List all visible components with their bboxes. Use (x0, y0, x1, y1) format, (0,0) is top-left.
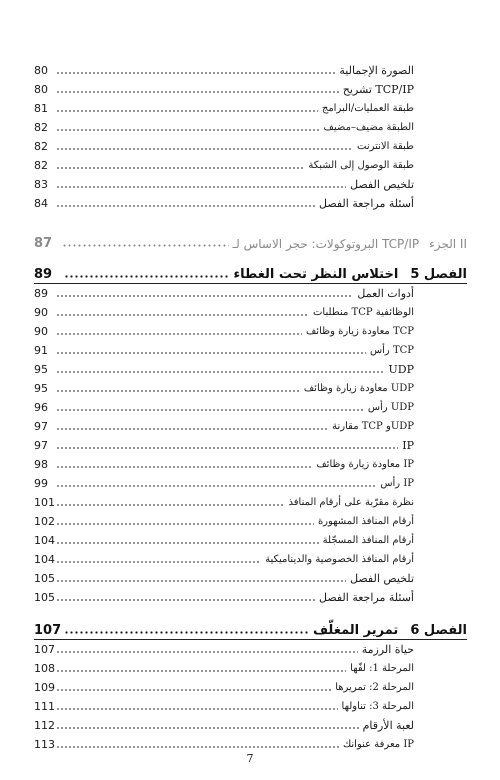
toc-entry (34, 589, 414, 605)
toc-entry-page: 96 (34, 401, 48, 414)
toc-entry-page: 105 (34, 591, 55, 604)
part-heading (34, 233, 467, 251)
toc-entry-page: 97 (34, 439, 48, 452)
toc-entry-page: 105 (34, 572, 55, 585)
toc-entry-page: 113 (34, 738, 55, 751)
toc-entry-title: أسئلة مراجعة الفصل (319, 197, 414, 210)
dot-leader (56, 571, 346, 583)
toc-entry (34, 551, 414, 567)
toc-entry-title: معاودة زيارة وظائف IP (316, 459, 414, 470)
toc-entry (34, 176, 414, 192)
dot-leader (56, 381, 300, 393)
toc-entry-page: 98 (34, 458, 48, 471)
chapter-heading (34, 262, 467, 282)
toc-entry-title: مقارنة TCP وUDP (332, 421, 414, 432)
toc-entry (34, 570, 414, 586)
toc-entry-title: أرقام المنافذ الخصوصية والديناميكية (265, 554, 414, 565)
dot-leader (62, 236, 229, 248)
toc-entry-page: 90 (34, 306, 48, 319)
toc-entry-page: 101 (34, 496, 55, 509)
toc-entry (34, 399, 414, 415)
toc-entry (34, 323, 414, 339)
toc-entry-title: معرفة عنوانك IP (342, 739, 414, 750)
dot-leader (64, 267, 230, 279)
dot-leader (56, 196, 315, 208)
toc-entry-page: 112 (34, 719, 55, 732)
dot-leader (56, 286, 353, 298)
toc-entry-page: 111 (34, 700, 55, 713)
dot-leader (56, 177, 346, 189)
toc-entry-page: 107 (34, 643, 55, 656)
toc-entry-title: IP (402, 439, 414, 452)
toc-entry-page: 84 (34, 197, 48, 210)
toc-entry-title: المرحلة 2: تمريرها (335, 682, 414, 693)
toc-entry-page: 99 (34, 477, 48, 490)
toc-entry-title: الصورة الإجمالية (339, 64, 414, 77)
toc-entry-page: 90 (34, 325, 48, 338)
toc-entry-title: نظرة مقرّبة على أرقام المنافذ (288, 497, 414, 508)
dot-leader (56, 139, 353, 151)
toc-entry-title: رأس IP (380, 478, 414, 489)
toc-entry-title: أرقام المنافذ المسجّلة (322, 535, 414, 546)
dot-leader (56, 63, 335, 75)
toc-entry-title: المرحلة 3: تناولها (341, 701, 414, 712)
toc-entry-title: طبقة الوصول إلى الشبكة (308, 160, 414, 171)
dot-leader (56, 438, 398, 450)
toc-entry (34, 195, 414, 211)
toc-entry-page: 95 (34, 382, 48, 395)
dot-leader (56, 101, 318, 113)
toc-entry-title: تشريح TCP/IP (342, 83, 414, 96)
dot-leader (56, 400, 364, 412)
dot-leader (56, 680, 331, 692)
chapter-title: تمرير المغلّف (312, 623, 399, 638)
toc-entry (34, 532, 414, 548)
dot-leader (64, 623, 309, 635)
toc-entry (34, 157, 414, 173)
toc-entry (34, 62, 414, 78)
chapter-label: الفصل 5 (410, 267, 467, 282)
toc-entry-title: أدوات العمل (357, 287, 414, 300)
toc-entry (34, 100, 414, 116)
toc-entry-title: طبقة العمليات/البرامج (321, 103, 414, 114)
chapter-rule (34, 283, 467, 284)
dot-leader (56, 362, 385, 374)
toc-entry (34, 475, 414, 491)
dot-leader (56, 514, 314, 526)
toc-entry (34, 494, 414, 510)
chapter-page: 107 (34, 623, 62, 638)
toc-entry-title: المرحلة 1: لفّها (350, 663, 414, 674)
toc-entry (34, 119, 414, 135)
chapter-label: الفصل 6 (410, 623, 467, 638)
toc-entry-title: رأس TCP (369, 345, 414, 356)
dot-leader (56, 120, 320, 132)
part-page: 87 (34, 236, 53, 251)
toc-entry (34, 513, 414, 529)
toc-entry-title: تلخيص الفصل (350, 572, 414, 585)
toc-entry-title: أسئلة مراجعة الفصل (319, 591, 414, 604)
part-label: الجزء II (429, 237, 467, 251)
dot-leader (56, 590, 315, 602)
toc-entry-title: معاودة زيارة وظائف UDP (303, 383, 414, 394)
toc-entry (34, 285, 414, 301)
toc-entry (34, 304, 414, 320)
dot-leader (56, 642, 358, 654)
dot-leader (56, 305, 309, 317)
toc-entry (34, 717, 414, 733)
toc-entry (34, 138, 414, 154)
toc-entry (34, 342, 414, 358)
chapter-rule (34, 639, 467, 640)
toc-entry (34, 81, 414, 97)
toc-entry-title: حياة الرزمة (361, 643, 414, 656)
toc-entry (34, 660, 414, 676)
part-title: البروتوكولات: حجر الاساس لـ TCP/IP (232, 237, 420, 251)
toc-entry-title: UDP (388, 363, 414, 376)
chapter-title: اختلاس النظر تحت الغطاء (233, 267, 399, 282)
toc-entry-page: 91 (34, 344, 48, 357)
toc-entry (34, 380, 414, 396)
chapter-heading (34, 618, 467, 638)
chapter-page: 89 (34, 267, 53, 282)
toc-entry-page: 81 (34, 102, 48, 115)
toc-entry-title: طبقة الانترنت (357, 141, 414, 152)
toc-entry (34, 698, 414, 714)
toc-entry-title: الطبقة مضيف–مضيف (323, 122, 414, 133)
toc-entry (34, 456, 414, 472)
toc-entry-page: 89 (34, 287, 48, 300)
dot-leader (56, 324, 302, 336)
toc-entry-title: تلخيص الفصل (350, 178, 414, 191)
toc-entry-title: لعبة الأرقام (362, 719, 414, 732)
dot-leader (56, 476, 376, 488)
toc-entry (34, 418, 414, 434)
toc-entry-page: 102 (34, 515, 55, 528)
dot-leader (56, 343, 366, 355)
toc-entry (34, 641, 414, 657)
toc-entry-title: أرقام المنافذ المشهورة (317, 516, 414, 527)
toc-entry-page: 104 (34, 534, 55, 547)
dot-leader (56, 419, 328, 431)
toc-entry-title: منطلبات TCP الوظائفية (312, 307, 414, 318)
toc-entry-title: معاودة زيارة وظائف TCP (305, 326, 414, 337)
dot-leader (56, 718, 359, 730)
dot-leader (56, 661, 346, 673)
page-number: 7 (246, 752, 254, 765)
dot-leader (56, 495, 285, 507)
toc-entry-page: 109 (34, 681, 55, 694)
toc-entry-page: 83 (34, 178, 48, 191)
dot-leader (56, 158, 304, 170)
toc-entry (34, 437, 414, 453)
toc-entry-page: 82 (34, 121, 48, 134)
dot-leader (56, 533, 319, 545)
toc-entry (34, 679, 414, 695)
toc-entry (34, 736, 414, 752)
toc-entry (34, 361, 414, 377)
dot-leader (56, 737, 339, 749)
toc-entry-page: 104 (34, 553, 55, 566)
toc-entry-page: 82 (34, 140, 48, 153)
toc-entry-page: 95 (34, 363, 48, 376)
dot-leader (56, 82, 339, 94)
toc-entry-page: 80 (34, 83, 48, 96)
toc-entry-page: 80 (34, 64, 48, 77)
toc-entry-title: رأس UDP (367, 402, 414, 413)
dot-leader (56, 699, 338, 711)
toc-entry-page: 82 (34, 159, 48, 172)
dot-leader (56, 457, 312, 469)
dot-leader (56, 552, 261, 564)
toc-entry-page: 97 (34, 420, 48, 433)
toc-entry-page: 108 (34, 662, 55, 675)
